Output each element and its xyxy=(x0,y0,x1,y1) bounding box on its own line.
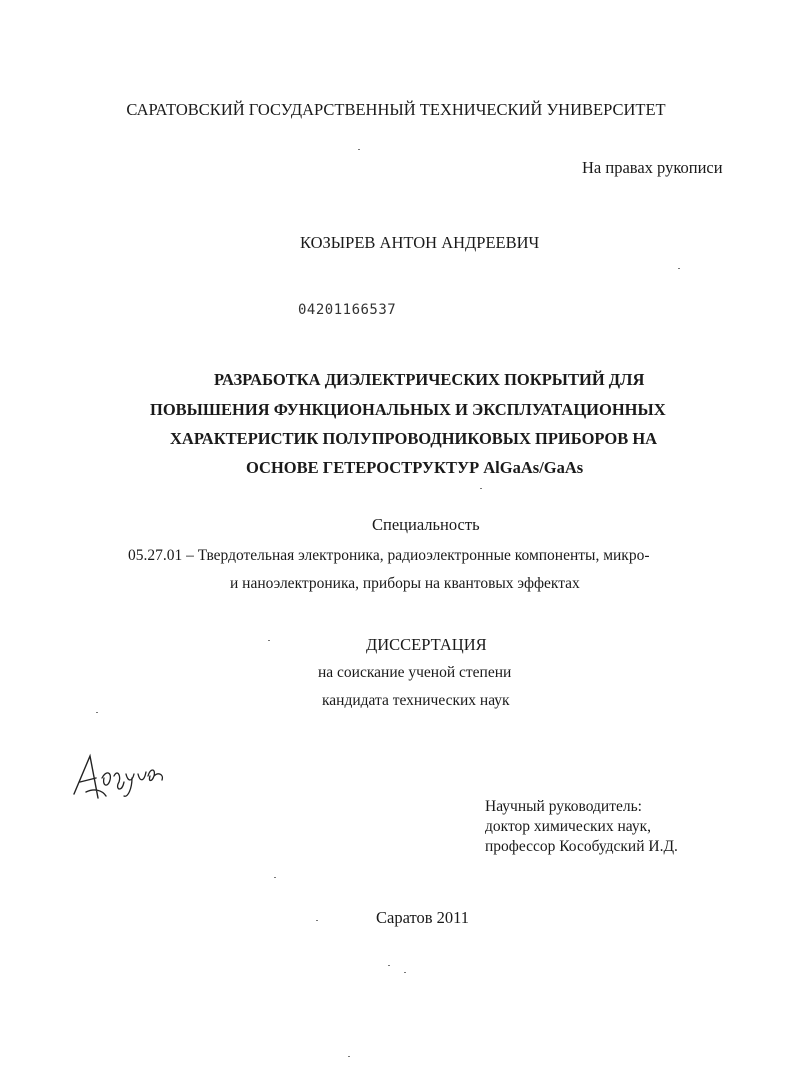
supervisor-degree: доктор химических наук, xyxy=(485,818,651,835)
scan-speck xyxy=(348,1056,350,1057)
place-year: Саратов 2011 xyxy=(376,908,470,927)
work-type-line-1: на соискание ученой степени xyxy=(318,664,512,681)
title-line-2: ПОВЫШЕНИЯ ФУНКЦИОНАЛЬНЫХ И ЭКСПЛУАТАЦИОННЫХ xyxy=(150,400,666,419)
work-type-line-2: кандидата технических наук xyxy=(322,692,510,709)
university-name: САРАТОВСКИЙ ГОСУДАРСТВЕННЫЙ ТЕХНИЧЕСКИЙ УНИВЕРСИТЕТ xyxy=(126,100,666,119)
specialty-line-2: и наноэлектроника, приборы на квантовых эффектах xyxy=(230,575,580,592)
scan-speck xyxy=(388,965,390,966)
scan-speck xyxy=(274,877,276,878)
specialty-line-1: 05.27.01 – Твердотельная электроника, радиоэлектронные компоненты, микро- xyxy=(128,547,650,564)
scan-speck xyxy=(678,268,680,269)
scan-speck xyxy=(480,488,482,489)
title-line-3: ХАРАКТЕРИСТИК ПОЛУПРОВОДНИКОВЫХ ПРИБОРОВ НА xyxy=(170,429,658,448)
scan-speck xyxy=(404,972,406,973)
supervisor-name: профессор Кособудский И.Д. xyxy=(485,838,678,855)
specialty-label: Специальность xyxy=(372,515,480,534)
scan-speck xyxy=(96,712,98,713)
scan-speck xyxy=(316,920,318,921)
author-signature xyxy=(66,748,178,806)
catalog-number: 04201166537 xyxy=(298,302,397,318)
title-line-1: РАЗРАБОТКА ДИЭЛЕКТРИЧЕСКИХ ПОКРЫТИЙ ДЛЯ xyxy=(214,370,645,389)
author-name: КОЗЫРЕВ АНТОН АНДРЕЕВИЧ xyxy=(300,233,540,252)
scan-speck xyxy=(268,640,270,641)
supervisor-label: Научный руководитель: xyxy=(485,798,642,815)
title-line-4: ОСНОВЕ ГЕТЕРОСТРУКТУР AlGaAs/GaAs xyxy=(246,458,584,477)
manuscript-note: На правах рукописи xyxy=(582,158,723,177)
scan-speck xyxy=(358,149,360,150)
work-type-title: ДИССЕРТАЦИЯ xyxy=(366,635,487,654)
